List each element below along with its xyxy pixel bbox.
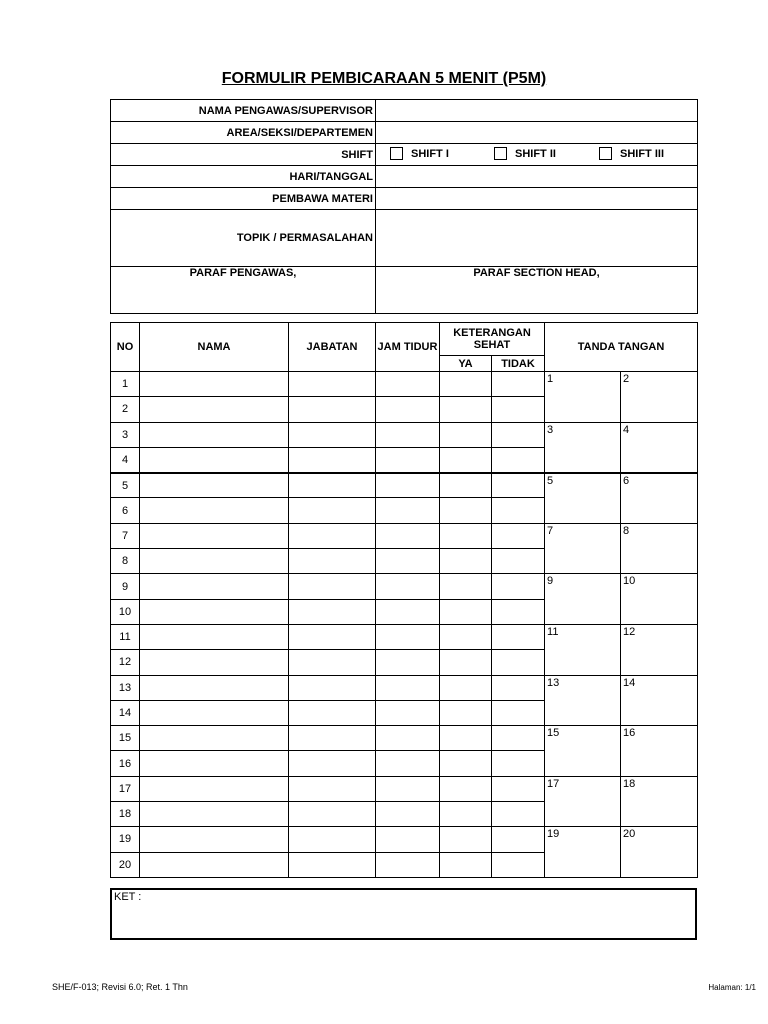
row-number: 14 <box>111 700 140 725</box>
row-number: 16 <box>111 751 140 776</box>
row-number: 5 <box>111 473 140 498</box>
header-table <box>110 99 698 314</box>
cell-jam-tidur[interactable] <box>376 624 440 649</box>
label-shift: SHIFT <box>111 144 376 166</box>
cell-ya[interactable] <box>440 549 492 574</box>
table-row <box>111 675 698 700</box>
label-pembawa: PEMBAWA MATERI <box>111 188 376 210</box>
col-ya: YA <box>440 356 492 372</box>
cell-jam-tidur[interactable] <box>376 397 440 422</box>
cell-nama[interactable] <box>140 574 289 599</box>
cell-ya[interactable] <box>440 726 492 751</box>
row-number: 2 <box>111 397 140 422</box>
cell-jam-tidur[interactable] <box>376 751 440 776</box>
cell-nama[interactable] <box>140 827 289 852</box>
table-row <box>111 624 698 649</box>
cell-jabatan[interactable] <box>289 776 376 801</box>
signature-cell[interactable]: 14 <box>621 675 698 726</box>
table-row <box>111 473 698 498</box>
cell-tidak[interactable] <box>492 700 545 725</box>
cell-jam-tidur[interactable] <box>376 827 440 852</box>
shift-option-3[interactable]: SHIFT III <box>599 147 664 160</box>
cell-tidak[interactable] <box>492 422 545 447</box>
cell-ya[interactable] <box>440 700 492 725</box>
cell-jam-tidur[interactable] <box>376 498 440 523</box>
row-number: 6 <box>111 498 140 523</box>
cell-jabatan[interactable] <box>289 397 376 422</box>
cell-ya[interactable] <box>440 827 492 852</box>
cell-tidak[interactable] <box>492 447 545 472</box>
cell-tidak[interactable] <box>492 624 545 649</box>
cell-jabatan[interactable] <box>289 624 376 649</box>
signature-cell[interactable]: 10 <box>621 574 698 625</box>
cell-jam-tidur[interactable] <box>376 852 440 877</box>
attendance-table <box>110 322 698 878</box>
cell-tidak[interactable] <box>492 726 545 751</box>
cell-jabatan[interactable] <box>289 549 376 574</box>
footer-doc-code: SHE/F-013; Revisi 6.0; Ret. 1 Thn <box>52 982 188 992</box>
cell-tidak[interactable] <box>492 650 545 675</box>
cell-tidak[interactable] <box>492 827 545 852</box>
cell-tidak[interactable] <box>492 523 545 548</box>
field-pembawa[interactable] <box>376 188 698 210</box>
cell-tidak[interactable] <box>492 675 545 700</box>
row-number: 10 <box>111 599 140 624</box>
cell-ya[interactable] <box>440 574 492 599</box>
signature-cell[interactable]: 5 <box>545 473 621 524</box>
page-title: FORMULIR PEMBICARAAN 5 MENIT (P5M) <box>221 70 547 87</box>
cell-nama[interactable] <box>140 397 289 422</box>
signature-cell[interactable]: 1 <box>545 372 621 423</box>
cell-jam-tidur[interactable] <box>376 447 440 472</box>
cell-jabatan[interactable] <box>289 523 376 548</box>
cell-ya[interactable] <box>440 852 492 877</box>
cell-jam-tidur[interactable] <box>376 523 440 548</box>
cell-jabatan[interactable] <box>289 852 376 877</box>
cell-jam-tidur[interactable] <box>376 473 440 498</box>
cell-jam-tidur[interactable] <box>376 549 440 574</box>
cell-jabatan[interactable] <box>289 599 376 624</box>
col-no: NO <box>111 323 140 372</box>
row-number: 1 <box>111 372 140 397</box>
paraf-section-head[interactable]: PARAF SECTION HEAD, <box>376 267 698 314</box>
cell-tidak[interactable] <box>492 372 545 397</box>
cell-ya[interactable] <box>440 397 492 422</box>
table-row <box>111 726 698 751</box>
table-row <box>111 776 698 801</box>
row-number: 8 <box>111 549 140 574</box>
cell-jam-tidur[interactable] <box>376 372 440 397</box>
table-row <box>111 827 698 852</box>
cell-nama[interactable] <box>140 473 289 498</box>
cell-jam-tidur[interactable] <box>376 802 440 827</box>
signature-cell[interactable]: 17 <box>545 776 621 827</box>
cell-ya[interactable] <box>440 523 492 548</box>
cell-ya[interactable] <box>440 675 492 700</box>
table-row <box>111 523 698 548</box>
cell-tidak[interactable] <box>492 574 545 599</box>
checkbox-icon[interactable] <box>599 147 612 160</box>
ket-box[interactable] <box>110 888 697 940</box>
signature-cell[interactable]: 3 <box>545 422 621 473</box>
row-number: 15 <box>111 726 140 751</box>
cell-nama[interactable] <box>140 776 289 801</box>
cell-tidak[interactable] <box>492 397 545 422</box>
cell-tidak[interactable] <box>492 473 545 498</box>
cell-tidak[interactable] <box>492 549 545 574</box>
checkbox-icon[interactable] <box>494 147 507 160</box>
cell-nama[interactable] <box>140 726 289 751</box>
cell-jam-tidur[interactable] <box>376 650 440 675</box>
cell-jabatan[interactable] <box>289 827 376 852</box>
cell-ya[interactable] <box>440 624 492 649</box>
cell-ya[interactable] <box>440 422 492 447</box>
cell-jam-tidur[interactable] <box>376 726 440 751</box>
cell-ya[interactable] <box>440 802 492 827</box>
cell-nama[interactable] <box>140 372 289 397</box>
field-hari[interactable] <box>376 166 698 188</box>
checkbox-icon[interactable] <box>390 147 403 160</box>
signature-cell[interactable]: 8 <box>621 523 698 574</box>
cell-tidak[interactable] <box>492 498 545 523</box>
cell-nama[interactable] <box>140 549 289 574</box>
cell-jabatan[interactable] <box>289 498 376 523</box>
cell-jabatan[interactable] <box>289 650 376 675</box>
row-number: 3 <box>111 422 140 447</box>
row-number: 18 <box>111 802 140 827</box>
cell-tidak[interactable] <box>492 802 545 827</box>
label-nama-pengawas: NAMA PENGAWAS/SUPERVISOR <box>111 100 376 122</box>
cell-nama[interactable] <box>140 447 289 472</box>
field-shift <box>376 144 698 166</box>
cell-nama[interactable] <box>140 675 289 700</box>
col-jabatan: JABATAN <box>289 323 376 372</box>
cell-nama[interactable] <box>140 852 289 877</box>
cell-jam-tidur[interactable] <box>376 776 440 801</box>
col-keterangan-sehat: KETERANGAN SEHAT <box>440 323 545 356</box>
row-number: 7 <box>111 523 140 548</box>
ket-label: KET : <box>114 891 142 903</box>
cell-ya[interactable] <box>440 751 492 776</box>
row-number: 13 <box>111 675 140 700</box>
row-number: 20 <box>111 852 140 877</box>
signature-cell[interactable]: 19 <box>545 827 621 878</box>
cell-nama[interactable] <box>140 751 289 776</box>
field-topik[interactable] <box>376 210 698 267</box>
cell-jabatan[interactable] <box>289 372 376 397</box>
cell-nama[interactable] <box>140 802 289 827</box>
cell-jabatan[interactable] <box>289 751 376 776</box>
col-tanda-tangan: TANDA TANGAN <box>545 323 698 372</box>
label-topik: TOPIK / PERMASALAHAN <box>111 210 376 267</box>
row-number: 19 <box>111 827 140 852</box>
cell-jam-tidur[interactable] <box>376 574 440 599</box>
cell-jabatan[interactable] <box>289 574 376 599</box>
shift-option-1[interactable]: SHIFT I <box>390 147 449 160</box>
row-number: 9 <box>111 574 140 599</box>
cell-jabatan[interactable] <box>289 473 376 498</box>
label-hari: HARI/TANGGAL <box>111 166 376 188</box>
field-nama-pengawas[interactable] <box>376 100 698 122</box>
row-number: 4 <box>111 447 140 472</box>
field-area[interactable] <box>376 122 698 144</box>
cell-tidak[interactable] <box>492 776 545 801</box>
cell-ya[interactable] <box>440 372 492 397</box>
col-jam-tidur: JAM TIDUR <box>376 323 440 372</box>
cell-ya[interactable] <box>440 498 492 523</box>
signature-cell[interactable]: 12 <box>621 624 698 675</box>
cell-jabatan[interactable] <box>289 675 376 700</box>
cell-nama[interactable] <box>140 523 289 548</box>
cell-jabatan[interactable] <box>289 726 376 751</box>
cell-jam-tidur[interactable] <box>376 599 440 624</box>
signature-cell[interactable]: 4 <box>621 422 698 473</box>
paraf-pengawas[interactable]: PARAF PENGAWAS, <box>111 267 376 314</box>
cell-jabatan[interactable] <box>289 802 376 827</box>
label-area: AREA/SEKSI/DEPARTEMEN <box>111 122 376 144</box>
table-row <box>111 372 698 397</box>
signature-cell[interactable]: 9 <box>545 574 621 625</box>
shift-option-2[interactable]: SHIFT II <box>494 147 556 160</box>
signature-cell[interactable]: 6 <box>621 473 698 524</box>
signature-cell[interactable]: 13 <box>545 675 621 726</box>
cell-ya[interactable] <box>440 473 492 498</box>
table-row <box>111 574 698 599</box>
table-row <box>111 422 698 447</box>
col-nama: NAMA <box>140 323 289 372</box>
cell-tidak[interactable] <box>492 599 545 624</box>
cell-ya[interactable] <box>440 447 492 472</box>
cell-ya[interactable] <box>440 650 492 675</box>
cell-nama[interactable] <box>140 650 289 675</box>
signature-cell[interactable]: 7 <box>545 523 621 574</box>
row-number: 12 <box>111 650 140 675</box>
footer-page: Halaman: 1/1 <box>708 983 756 992</box>
cell-ya[interactable] <box>440 599 492 624</box>
cell-jam-tidur[interactable] <box>376 675 440 700</box>
cell-jabatan[interactable] <box>289 700 376 725</box>
cell-tidak[interactable] <box>492 751 545 776</box>
cell-jabatan[interactable] <box>289 422 376 447</box>
signature-cell[interactable]: 16 <box>621 726 698 777</box>
signature-cell[interactable]: 2 <box>621 372 698 423</box>
signature-cell[interactable]: 11 <box>545 624 621 675</box>
cell-tidak[interactable] <box>492 852 545 877</box>
signature-cell[interactable]: 18 <box>621 776 698 827</box>
row-number: 17 <box>111 776 140 801</box>
cell-jabatan[interactable] <box>289 447 376 472</box>
cell-jam-tidur[interactable] <box>376 700 440 725</box>
signature-cell[interactable]: 15 <box>545 726 621 777</box>
col-tidak: TIDAK <box>492 356 545 372</box>
cell-jam-tidur[interactable] <box>376 422 440 447</box>
cell-nama[interactable] <box>140 422 289 447</box>
cell-nama[interactable] <box>140 624 289 649</box>
cell-ya[interactable] <box>440 776 492 801</box>
row-number: 11 <box>111 624 140 649</box>
cell-nama[interactable] <box>140 599 289 624</box>
cell-nama[interactable] <box>140 700 289 725</box>
cell-nama[interactable] <box>140 498 289 523</box>
signature-cell[interactable]: 20 <box>621 827 698 878</box>
